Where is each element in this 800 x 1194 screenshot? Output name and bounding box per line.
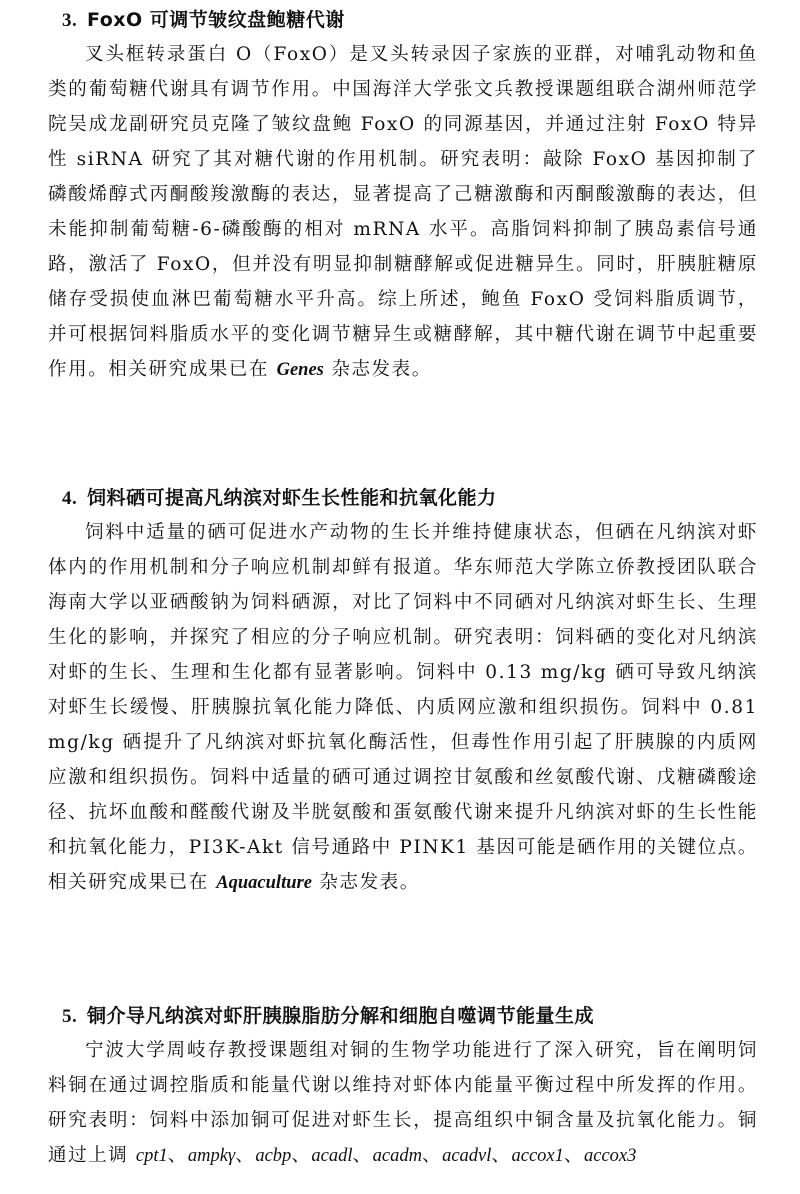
section-heading [48,999,758,1033]
section-title-latin: FoxO [87,9,143,31]
paragraph-text: 、 [421,1145,443,1166]
section-3 [48,3,758,388]
paragraph-text: 、 [167,1145,188,1166]
section-title: 铜介导凡纳滨对虾肝胰腺脂肪分解和细胞自噬调节能量生成 [87,1005,595,1027]
gene-name: acadl [311,1146,353,1166]
paragraph-text: 杂志发表。 [323,359,432,380]
gene-name: acadm [372,1146,422,1166]
gene-name: accox3 [584,1146,637,1166]
section-5 [48,999,758,1174]
gene-name: acbp [255,1146,292,1166]
paragraph-text: 、 [235,1145,256,1166]
section-heading [48,481,758,515]
section-paragraph [48,1033,758,1174]
journal-name: Genes [276,360,324,380]
paragraph-text: 、 [291,1145,312,1166]
paragraph-text: 饲料中适量的硒可促进水产动物的生长并维持健康状态，但硒在凡纳滨对虾体内的作用机制和分子响应机制却鲜有报道。华东师范大学陈立侨教授团队联合海南大学以亚硒酸钠为饲料硒源，对比了饲料中不同硒对凡纳滨对虾生长、生理生化的影响，并探究了相应的分子响应机制。研究表明：饲料硒的变化对凡纳滨对虾的生长、生理和生化都有显著影响。饲料中 0.13 mg/kg 硒可导致凡纳滨对虾生长缓慢、肝胰腺抗氧化能力降低、内质网应激和组织损伤。饲料中 0.81 mg/kg 硒提升了凡纳滨对虾抗氧化酶活性，但毒性作用引起了肝胰腺的内质网应激和组织损伤。饲料中适量的硒可通过调控甘氨酸和丝氨酸代谢、戊糖磷酸途径、抗坏血酸和醛酸代谢及半胱氨酸和蛋氨酸代谢来提升凡纳滨对虾的生长性能和抗氧化能力，PI3K-Akt 信号通路中 PINK1 基因可能是硒作用的关键位点。相关研究成果已在 [48,522,758,893]
paragraph-text: 叉头框转录蛋白 O（FoxO）是叉头转录因子家族的亚群，对哺乳动物和鱼类的葡萄糖代谢具有调节作用。中国海洋大学张文兵教授课题组联合湖州师范学院吴成龙副研究员克隆了皱纹盘鲍 FoxO 的同源基因，并通过注射 FoxO 特异性 siRNA 研究了其对糖代谢的作用机制。研究表明：敲除 FoxO 基因抑制了磷酸烯醇式丙酮酸羧激酶的表达，显著提高了己糖激酶和丙酮酸激酶的表达，但未能抑制葡萄糖-6-磷酸酶的相对 mRNA 水平。高脂饲料抑制了胰岛素信号通路，激活了 FoxO，但并没有明显抑制糖酵解或促进糖异生。同时，肝胰脏糖原储存受损使血淋巴葡萄糖水平升高。综上所述，鲍鱼 FoxO 受饲料脂质调节，并可根据饲料脂质水平的变化调节糖异生或糖酵解，其中糖代谢在调节中起重要作用。相关研究成果已在 [48,44,758,380]
journal-name: Aquaculture [216,873,312,893]
paragraph-text: 杂志发表。 [311,872,420,893]
section-title: 饲料硒可提高凡纳滨对虾生长性能和抗氧化能力 [87,487,497,509]
section-paragraph [48,37,758,388]
section-number: 3. [62,10,78,31]
paragraph-text: 、 [563,1145,584,1166]
section-number: 4. [62,488,78,509]
section-paragraph [48,515,758,901]
gene-name: ampkγ [187,1146,236,1166]
section-4 [48,481,758,901]
section-number: 5. [62,1006,78,1027]
gene-name: cpt1 [135,1146,168,1166]
paragraph-text: 宁波大学周岐存教授课题组对铜的生物学功能进行了深入研究，旨在阐明饲料铜在通过调控脂质和能量代谢以维持对虾体内能量平衡过程中所发挥的作用。研究表明：饲料中添加铜可促进对虾生长，提高组织中铜含量及抗氧化能力。铜通过上调 [48,1040,758,1166]
paragraph-text: 、 [352,1145,373,1166]
paragraph-text: 、 [491,1145,512,1166]
section-title: 可调节皱纹盘鲍糖代谢 [142,9,345,31]
gene-name: accox1 [511,1146,564,1166]
gene-name: acadvl [442,1146,492,1166]
section-heading [48,3,758,37]
